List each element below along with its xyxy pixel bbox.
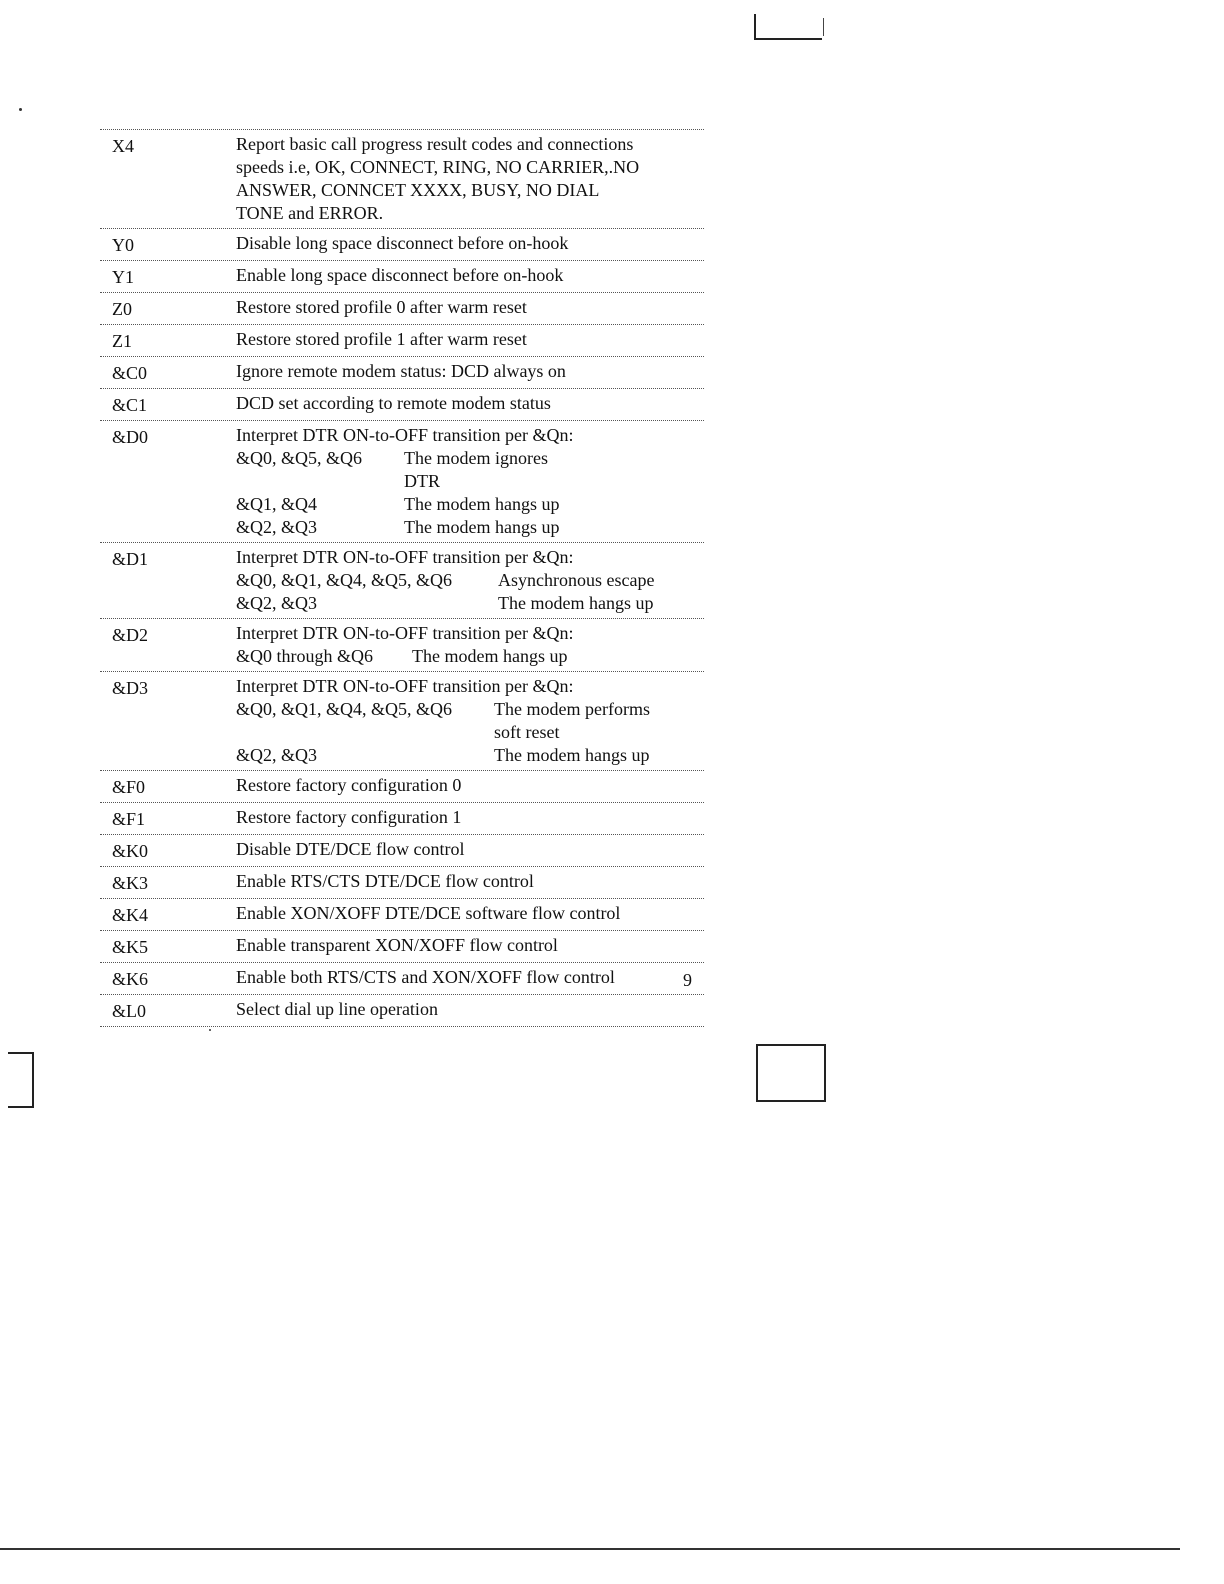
command-description bbox=[236, 934, 704, 959]
qn-setting-row bbox=[236, 744, 704, 767]
qn-setting-row bbox=[236, 516, 704, 539]
description-line: DCD set according to remote modem status bbox=[236, 393, 551, 413]
table-row bbox=[100, 835, 704, 867]
command-description bbox=[236, 133, 704, 225]
command-code: &F0 bbox=[112, 777, 146, 797]
description-line: speeds i.e, OK, CONNECT, RING, NO CARRIER,.NO bbox=[236, 157, 640, 177]
command-table bbox=[100, 129, 704, 1027]
table-row bbox=[100, 543, 704, 619]
command-description bbox=[236, 546, 704, 615]
table-row bbox=[100, 130, 704, 229]
qn-setting: &Q2, &Q3 bbox=[236, 517, 317, 537]
description-line: Enable long space disconnect before on-hook bbox=[236, 265, 564, 285]
description-line: Disable long space disconnect before on-hook bbox=[236, 233, 569, 253]
qn-effect: Asynchronous escape bbox=[498, 570, 655, 590]
table-row bbox=[100, 771, 704, 803]
qn-setting: &Q2, &Q3 bbox=[236, 745, 317, 765]
qn-effect: The modem ignores DTR bbox=[404, 448, 548, 491]
description-line: Interpret DTR ON-to-OFF transition per &Qn: bbox=[236, 676, 574, 696]
table-row bbox=[100, 293, 704, 325]
command-description bbox=[236, 774, 704, 799]
command-code: &K5 bbox=[112, 937, 148, 957]
page-number: 9 bbox=[683, 970, 692, 990]
table-row bbox=[100, 672, 704, 771]
command-code: Z0 bbox=[112, 299, 132, 319]
qn-setting: &Q0, &Q1, &Q4, &Q5, &Q6 bbox=[236, 570, 452, 590]
description-line: Restore factory configuration 1 bbox=[236, 807, 462, 827]
command-description bbox=[236, 232, 704, 257]
table-row bbox=[100, 619, 704, 672]
table-row bbox=[100, 803, 704, 835]
qn-setting: &Q2, &Q3 bbox=[236, 593, 317, 613]
crop-mark-top bbox=[754, 14, 822, 40]
description-line: Enable RTS/CTS DTE/DCE flow control bbox=[236, 871, 534, 891]
description-line: Interpret DTR ON-to-OFF transition per &Qn: bbox=[236, 623, 574, 643]
command-description bbox=[236, 622, 704, 668]
command-description bbox=[236, 902, 704, 927]
qn-effect: The modem hangs up bbox=[412, 646, 568, 666]
qn-setting: &Q0, &Q1, &Q4, &Q5, &Q6 bbox=[236, 699, 452, 719]
command-code: &K6 bbox=[112, 969, 148, 989]
table-row bbox=[100, 995, 704, 1027]
table-row bbox=[100, 867, 704, 899]
table-row bbox=[100, 421, 704, 543]
description-line: Restore stored profile 1 after warm reset bbox=[236, 329, 527, 349]
table-row bbox=[100, 389, 704, 421]
command-code: &F1 bbox=[112, 809, 146, 829]
qn-setting-row bbox=[236, 645, 704, 668]
description-line: Disable DTE/DCE flow control bbox=[236, 839, 465, 859]
command-code: &L0 bbox=[112, 1001, 146, 1021]
table-row bbox=[100, 325, 704, 357]
qn-setting: &Q0, &Q5, &Q6 bbox=[236, 448, 362, 468]
table-row bbox=[100, 899, 704, 931]
qn-effect: The modem hangs up bbox=[404, 494, 560, 514]
description-line: Restore stored profile 0 after warm reset bbox=[236, 297, 527, 317]
command-description bbox=[236, 296, 704, 321]
command-code: &C1 bbox=[112, 395, 148, 415]
command-description bbox=[236, 264, 704, 289]
command-code: &K4 bbox=[112, 905, 148, 925]
description-line: ANSWER, CONNCET XXXX, BUSY, NO DIAL bbox=[236, 180, 600, 200]
qn-effect: The modem hangs up bbox=[404, 517, 560, 537]
command-description bbox=[236, 806, 704, 831]
command-code: Z1 bbox=[112, 331, 132, 351]
command-code: Y0 bbox=[112, 235, 134, 255]
qn-effect: The modem performs soft reset bbox=[494, 699, 650, 742]
qn-effect: The modem hangs up bbox=[494, 745, 650, 765]
table-row bbox=[100, 261, 704, 293]
crop-mark-left bbox=[8, 1052, 34, 1108]
command-description bbox=[236, 392, 704, 417]
scan-speck bbox=[209, 1029, 211, 1031]
command-description bbox=[236, 360, 704, 385]
description-line: Enable transparent XON/XOFF flow control bbox=[236, 935, 558, 955]
command-description bbox=[236, 328, 704, 353]
description-line: Enable XON/XOFF DTE/DCE software flow control bbox=[236, 903, 621, 923]
description-line: Select dial up line operation bbox=[236, 999, 438, 1019]
command-code: X4 bbox=[112, 136, 134, 156]
command-description bbox=[236, 998, 704, 1023]
table-row bbox=[100, 229, 704, 261]
qn-setting: &Q1, &Q4 bbox=[236, 494, 317, 514]
command-code: &K0 bbox=[112, 841, 148, 861]
command-description bbox=[236, 870, 704, 895]
table-row bbox=[100, 963, 704, 995]
command-code: &D1 bbox=[112, 549, 148, 569]
qn-setting-row bbox=[236, 592, 704, 615]
qn-setting: &Q0 through &Q6 bbox=[236, 646, 373, 666]
description-line: Interpret DTR ON-to-OFF transition per &Qn: bbox=[236, 547, 574, 567]
command-description bbox=[236, 675, 704, 767]
command-description bbox=[236, 838, 704, 863]
command-code: Y1 bbox=[112, 267, 134, 287]
command-code: &D3 bbox=[112, 678, 148, 698]
command-description bbox=[236, 424, 704, 539]
description-line: Enable both RTS/CTS and XON/XOFF flow control bbox=[236, 967, 615, 987]
description-line: Ignore remote modem status: DCD always on bbox=[236, 361, 566, 381]
command-code: &C0 bbox=[112, 363, 148, 383]
qn-setting-row bbox=[236, 698, 704, 744]
scan-speck bbox=[19, 108, 22, 111]
command-code: &D0 bbox=[112, 427, 148, 447]
qn-effect: The modem hangs up bbox=[498, 593, 654, 613]
bottom-rule bbox=[0, 1548, 1180, 1550]
command-code: &D2 bbox=[112, 625, 148, 645]
command-code: &K3 bbox=[112, 873, 148, 893]
description-line: TONE and ERROR. bbox=[236, 203, 384, 223]
description-line: Restore factory configuration 0 bbox=[236, 775, 462, 795]
qn-setting-row bbox=[236, 447, 704, 493]
description-line: Interpret DTR ON-to-OFF transition per &Qn: bbox=[236, 425, 574, 445]
qn-setting-row bbox=[236, 569, 704, 592]
command-description bbox=[236, 966, 704, 991]
registration-box bbox=[756, 1044, 826, 1102]
table-row bbox=[100, 931, 704, 963]
description-line: Report basic call progress result codes and connections bbox=[236, 134, 634, 154]
table-row bbox=[100, 357, 704, 389]
qn-setting-row bbox=[236, 493, 704, 516]
